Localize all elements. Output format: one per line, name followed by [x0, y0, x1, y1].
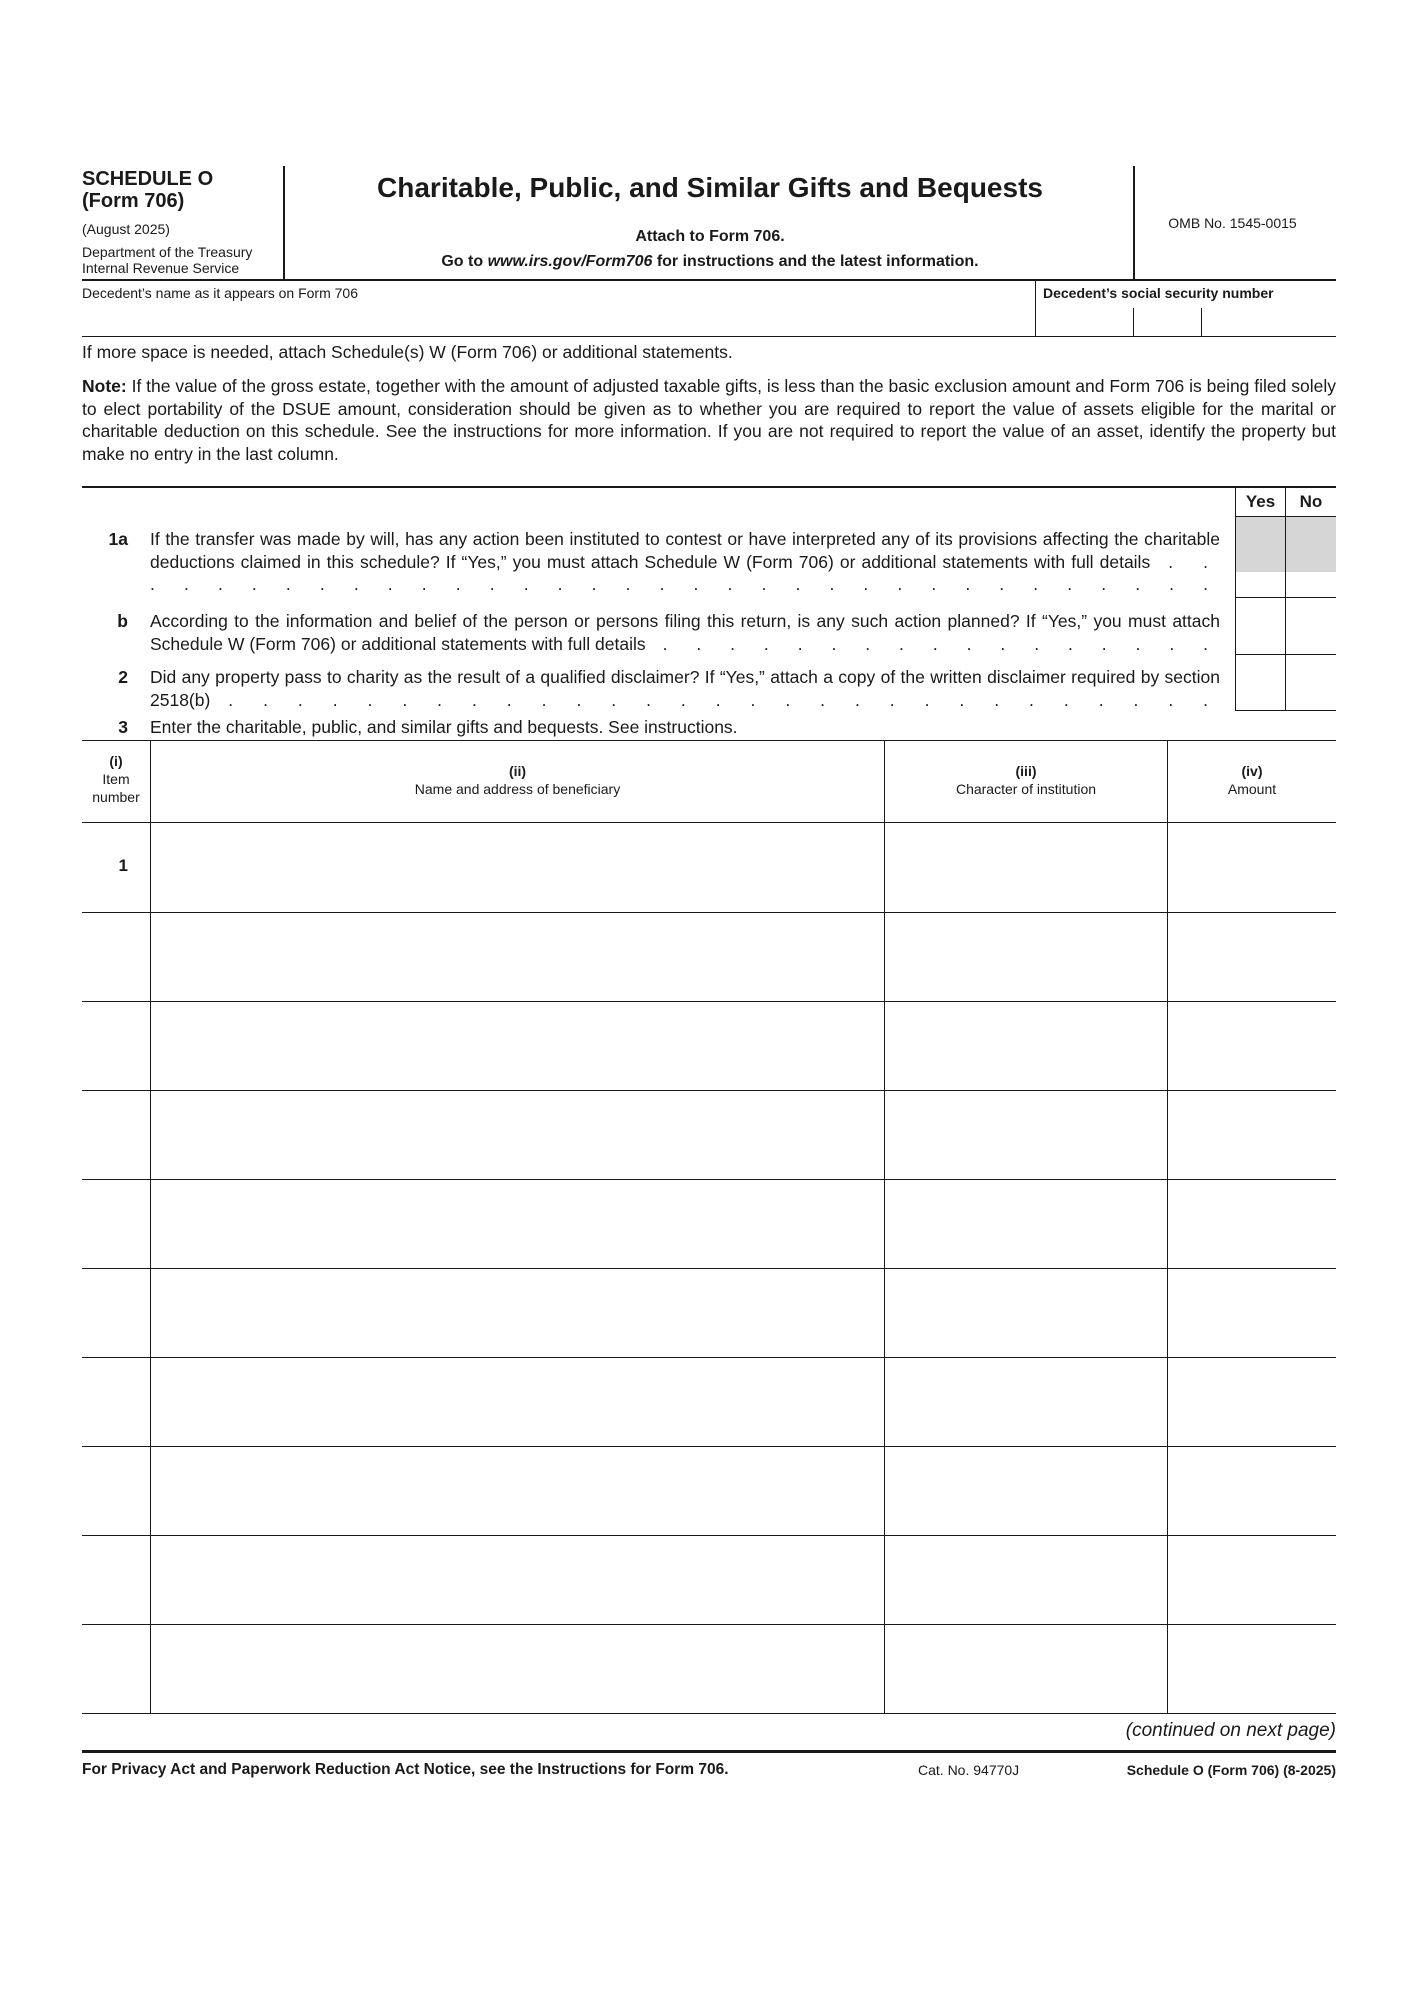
character-cell[interactable]: [885, 1047, 1167, 1090]
item-cell[interactable]: [82, 1447, 150, 1490]
q2-yes-box[interactable]: [1237, 656, 1284, 709]
character-cell[interactable]: [885, 824, 1167, 867]
portability-note: Note: If the value of the gross estate, together with the amount of adjusted taxable gifts, is less than the basic exclusion amount and Form 706 is being filed solely to elect portability of the DSUE amount, consideration should be given as to whether you are required to report the value of assets eligible for the marital or charitable deduction on this schedule. See the instructions for more information. If you are not required to report the value of an asset, identify the property but make no entry in the last column.: [82, 376, 1336, 464]
item-cell[interactable]: [82, 1358, 150, 1401]
amount-cell[interactable]: [1168, 1314, 1336, 1357]
amount-cell[interactable]: [1168, 1536, 1336, 1579]
q3-number: 3: [118, 717, 128, 737]
table-top-rule: [82, 740, 1336, 741]
item-cell[interactable]: [82, 824, 150, 867]
row-rule: [82, 1001, 1336, 1002]
beneficiary-cell[interactable]: [151, 1625, 884, 1668]
beneficiary-cell[interactable]: [151, 1358, 884, 1401]
beneficiary-cell[interactable]: [151, 1447, 884, 1490]
decedent-name-label: Decedent’s name as it appears on Form 706: [82, 285, 359, 301]
decedent-name-field[interactable]: [82, 304, 1030, 334]
beneficiary-cell[interactable]: [151, 1269, 884, 1312]
form-number: (Form 706): [82, 190, 185, 212]
row-rule: [82, 1268, 1336, 1269]
beneficiary-cell[interactable]: [151, 1314, 884, 1357]
amount-cell[interactable]: [1168, 958, 1336, 1001]
character-cell[interactable]: [885, 1314, 1167, 1357]
character-cell[interactable]: [885, 1091, 1167, 1134]
yes-header: Yes: [1245, 492, 1276, 511]
item-cell[interactable]: [82, 1269, 150, 1312]
beneficiary-cell[interactable]: [151, 1091, 884, 1134]
header-divider-left: [283, 166, 285, 279]
beneficiary-cell[interactable]: [151, 1002, 884, 1045]
answer-rule-3: [1235, 710, 1336, 711]
beneficiary-cell[interactable]: [151, 824, 884, 867]
ssn-sep-2: [1201, 308, 1202, 337]
character-cell[interactable]: [885, 1581, 1167, 1624]
amount-cell[interactable]: [1168, 1180, 1336, 1223]
item-cell[interactable]: [82, 1091, 150, 1134]
beneficiary-cell[interactable]: [151, 1136, 884, 1179]
ssn-field[interactable]: [1036, 306, 1335, 336]
q1a-no-box[interactable]: [1287, 573, 1335, 596]
q1b-no-box[interactable]: [1287, 599, 1335, 653]
amount-cell[interactable]: [1168, 1492, 1336, 1535]
character-cell[interactable]: [885, 1536, 1167, 1579]
amount-cell[interactable]: [1168, 1136, 1336, 1179]
beneficiary-cell[interactable]: [151, 1670, 884, 1713]
catalog-number: Cat. No. 94770J: [918, 1762, 1020, 1778]
item-cell[interactable]: [82, 1625, 150, 1668]
amount-cell[interactable]: [1168, 1358, 1336, 1401]
yes-no-header-rule: [1235, 516, 1336, 517]
beneficiary-cell[interactable]: [151, 1047, 884, 1090]
ssn-label: Decedent’s social security number: [1043, 285, 1274, 301]
character-cell[interactable]: [885, 1492, 1167, 1535]
continued-note: (continued on next page): [1125, 1720, 1336, 1741]
beneficiary-cell[interactable]: [151, 1403, 884, 1446]
beneficiary-cell[interactable]: [151, 1180, 884, 1223]
character-cell[interactable]: [885, 1670, 1167, 1713]
q3-text: Enter the charitable, public, and similar gifts and bequests. See instructions.: [150, 717, 738, 737]
character-cell[interactable]: [885, 958, 1167, 1001]
col-amount-header: (iv) Amount: [1227, 763, 1277, 797]
irs-url-link[interactable]: www.irs.gov/Form706: [487, 253, 653, 270]
header-divider-right: [1133, 166, 1135, 279]
answer-shade-1a: [1236, 517, 1336, 572]
first-item-number: 1: [118, 856, 128, 875]
character-cell[interactable]: [885, 913, 1167, 956]
col-beneficiary-header: (ii) Name and address of beneficiary: [414, 763, 621, 797]
amount-cell[interactable]: [1168, 1269, 1336, 1312]
answer-rule-2: [1235, 654, 1336, 655]
omb-number: OMB No. 1545-0015: [1168, 215, 1297, 231]
amount-cell[interactable]: [1168, 913, 1336, 956]
q2-number: 2: [118, 667, 128, 687]
item-cell[interactable]: [82, 958, 150, 1001]
amount-cell[interactable]: [1168, 1091, 1336, 1134]
amount-cell[interactable]: [1168, 1047, 1336, 1090]
character-cell[interactable]: [885, 1447, 1167, 1490]
row-rule: [82, 1179, 1336, 1180]
q1a-text: If the transfer was made by will, has any action been instituted to contest or have interpreted any of its provisions affecting the charitable deductions claimed in this schedule? If “Yes,” you must attach Schedule W (Form 706) or additional statements with full details . . . . . . . . . . . . . . . . . . . . . . . . . . . . . . . . . .: [150, 529, 1220, 594]
row-rule: [82, 912, 1336, 913]
q1b-number: b: [117, 611, 128, 631]
amount-cell[interactable]: [1168, 1403, 1336, 1446]
beneficiary-cell[interactable]: [151, 1536, 884, 1579]
item-cell[interactable]: [82, 1536, 150, 1579]
amount-cell[interactable]: [1168, 1581, 1336, 1624]
q1b-text: According to the information and belief of the person or persons filing this return, is any such action planned? If “Yes,” you must attach Schedule W (Form 706) or additional statements with full details . . . . . . . . . . . . . . . . .: [150, 611, 1220, 654]
character-cell[interactable]: [885, 1180, 1167, 1223]
privacy-notice: For Privacy Act and Paperwork Reduction Act Notice, see the Instructions for Form 706.: [82, 1761, 729, 1778]
form-title: Charitable, Public, and Similar Gifts and Bequests: [377, 172, 1043, 203]
character-cell[interactable]: [885, 1403, 1167, 1446]
beneficiary-cell[interactable]: [151, 1225, 884, 1268]
amount-cell[interactable]: [1168, 869, 1336, 912]
no-header: No: [1299, 492, 1323, 511]
item-cell[interactable]: [82, 1670, 150, 1713]
character-cell[interactable]: [885, 1358, 1167, 1401]
item-cell[interactable]: [82, 1047, 150, 1090]
amount-cell[interactable]: [1168, 1447, 1336, 1490]
row-rule: [82, 1624, 1336, 1625]
table-bottom-rule: [82, 1713, 1336, 1714]
q2-no-box[interactable]: [1287, 656, 1335, 709]
character-cell[interactable]: [885, 1002, 1167, 1045]
row-rule: [82, 1090, 1336, 1091]
item-cell[interactable]: [82, 1492, 150, 1535]
yes-no-divider: [1285, 487, 1286, 711]
answer-rule-1: [1235, 597, 1336, 598]
header-bottom-rule: [82, 279, 1336, 281]
character-cell[interactable]: [885, 1625, 1167, 1668]
item-cell[interactable]: [82, 1136, 150, 1179]
beneficiary-cell[interactable]: [151, 958, 884, 1001]
beneficiary-cell[interactable]: [151, 913, 884, 956]
character-cell[interactable]: [885, 869, 1167, 912]
amount-cell[interactable]: [1168, 1625, 1336, 1668]
goto-instruction: Go to www.irs.gov/Form706 for instructions and the latest information.: [441, 253, 979, 270]
beneficiary-cell[interactable]: [151, 1492, 884, 1535]
item-cell[interactable]: [82, 1002, 150, 1045]
q1a-yes-box[interactable]: [1237, 573, 1284, 596]
col-character-header: (iii) Character of institution: [955, 763, 1097, 797]
amount-cell[interactable]: [1168, 1670, 1336, 1713]
irs-service: Internal Revenue Service: [82, 260, 240, 276]
notes-bottom-rule: [82, 486, 1336, 488]
schedule-label: SCHEDULE O: [82, 168, 214, 190]
yes-col-left: [1235, 487, 1236, 711]
footer-rule: [82, 1750, 1336, 1753]
amount-cell[interactable]: [1168, 824, 1336, 867]
q1b-yes-box[interactable]: [1237, 599, 1284, 653]
item-cell[interactable]: [82, 1403, 150, 1446]
item-cell[interactable]: [82, 1314, 150, 1357]
row-rule: [82, 1357, 1336, 1358]
beneficiary-cell[interactable]: [151, 869, 884, 912]
amount-cell[interactable]: [1168, 1225, 1336, 1268]
character-cell[interactable]: [885, 1269, 1167, 1312]
row-rule: [82, 1535, 1336, 1536]
item-cell[interactable]: [82, 1581, 150, 1624]
department: Department of the Treasury: [82, 244, 253, 260]
amount-cell[interactable]: [1168, 1002, 1336, 1045]
attach-instruction: Attach to Form 706.: [635, 228, 785, 245]
space-note: If more space is needed, attach Schedule(s) W (Form 706) or additional statements.: [82, 342, 733, 362]
item-cell[interactable]: [82, 913, 150, 956]
item-cell[interactable]: [82, 1225, 150, 1268]
revision-date: (August 2025): [82, 221, 170, 237]
beneficiary-cell[interactable]: [151, 1581, 884, 1624]
identity-bottom-rule: [82, 336, 1336, 337]
item-cell[interactable]: [82, 1180, 150, 1223]
ssn-sep-1: [1133, 308, 1134, 337]
character-cell[interactable]: [885, 1136, 1167, 1179]
form-reference: Schedule O (Form 706) (8-2025): [1126, 1762, 1336, 1778]
q2-text: Did any property pass to charity as the result of a qualified disclaimer? If “Yes,” attach a copy of the written disclaimer required by section 2518(b) . . . . . . . . . . . . . . . . . . . . . . . . . . . . .: [150, 667, 1220, 710]
row-rule: [82, 1446, 1336, 1447]
character-cell[interactable]: [885, 1225, 1167, 1268]
q1a-number: 1a: [108, 529, 128, 549]
table-header-rule: [82, 822, 1336, 823]
col-item-header: (i) Item number: [92, 753, 140, 805]
item-cell[interactable]: [82, 869, 150, 912]
